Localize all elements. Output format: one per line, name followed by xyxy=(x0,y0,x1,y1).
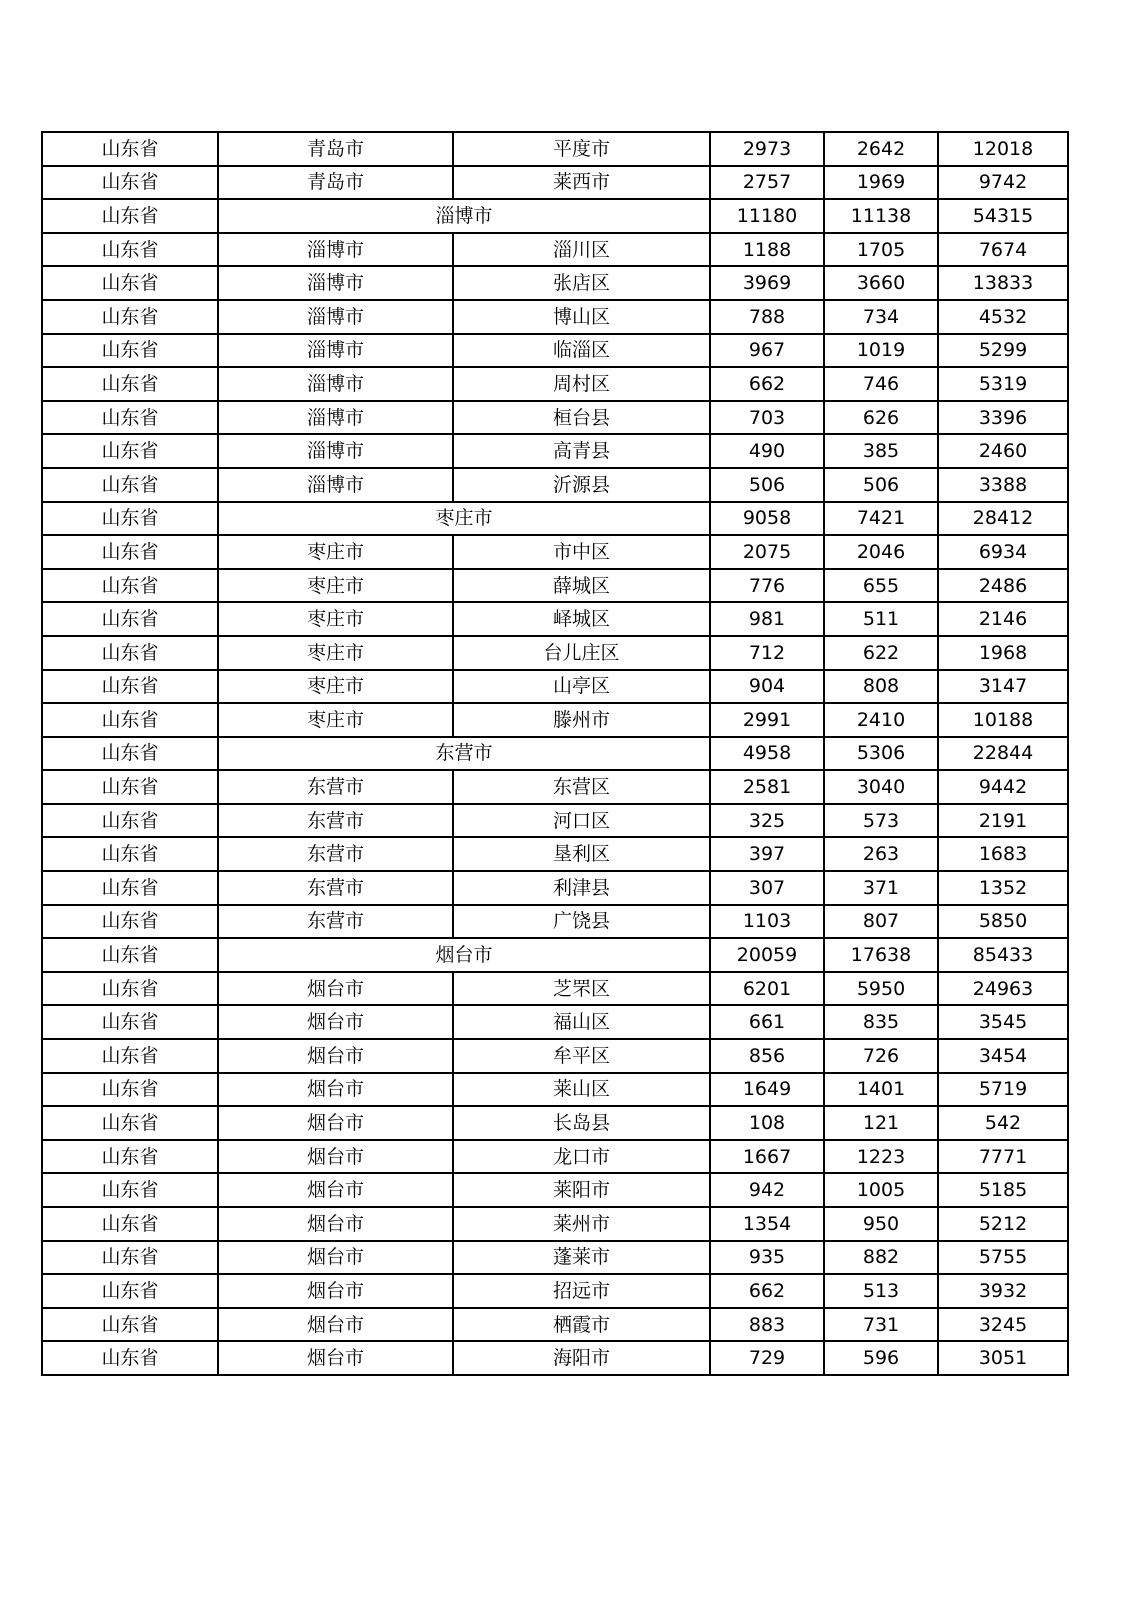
value2-cell: 511 xyxy=(824,602,938,636)
table-row xyxy=(42,1341,1068,1375)
table-row xyxy=(42,166,1068,200)
value3-cell: 5212 xyxy=(938,1207,1068,1241)
province-cell: 山东省 xyxy=(42,166,218,200)
value2-cell: 5950 xyxy=(824,972,938,1006)
value3-cell: 3388 xyxy=(938,468,1068,502)
value2-cell: 573 xyxy=(824,804,938,838)
county-cell: 桓台县 xyxy=(453,401,710,435)
value3-cell: 13833 xyxy=(938,266,1068,300)
county-cell: 垦利区 xyxy=(453,837,710,871)
value2-cell: 2410 xyxy=(824,703,938,737)
city-cell: 青岛市 xyxy=(218,166,453,200)
table-row xyxy=(42,770,1068,804)
province-cell: 山东省 xyxy=(42,804,218,838)
value2-cell: 1005 xyxy=(824,1173,938,1207)
value2-cell: 506 xyxy=(824,468,938,502)
value3-cell: 4532 xyxy=(938,300,1068,334)
value3-cell: 5299 xyxy=(938,334,1068,368)
province-cell: 山东省 xyxy=(42,871,218,905)
value3-cell: 10188 xyxy=(938,703,1068,737)
value2-cell: 1019 xyxy=(824,334,938,368)
value3-cell: 7674 xyxy=(938,233,1068,267)
province-cell: 山东省 xyxy=(42,233,218,267)
city-cell: 东营市 xyxy=(218,905,453,939)
city-cell: 烟台市 xyxy=(218,1173,453,1207)
city-cell: 枣庄市 xyxy=(218,502,710,536)
city-cell: 枣庄市 xyxy=(218,602,453,636)
county-cell: 牟平区 xyxy=(453,1039,710,1073)
value2-cell: 746 xyxy=(824,367,938,401)
value3-cell: 9442 xyxy=(938,770,1068,804)
province-cell: 山东省 xyxy=(42,1241,218,1275)
province-cell: 山东省 xyxy=(42,1173,218,1207)
table-row xyxy=(42,1274,1068,1308)
value2-cell: 731 xyxy=(824,1308,938,1342)
county-cell: 利津县 xyxy=(453,871,710,905)
county-cell: 海阳市 xyxy=(453,1341,710,1375)
city-cell: 烟台市 xyxy=(218,1341,453,1375)
value1-cell: 729 xyxy=(710,1341,824,1375)
county-cell: 临淄区 xyxy=(453,334,710,368)
county-cell: 台儿庄区 xyxy=(453,636,710,670)
county-cell: 莱州市 xyxy=(453,1207,710,1241)
table-row xyxy=(42,1106,1068,1140)
value3-cell: 1968 xyxy=(938,636,1068,670)
county-cell: 河口区 xyxy=(453,804,710,838)
value1-cell: 712 xyxy=(710,636,824,670)
value3-cell: 6934 xyxy=(938,535,1068,569)
table-row xyxy=(42,871,1068,905)
city-summary-row xyxy=(42,938,1068,972)
county-cell: 市中区 xyxy=(453,535,710,569)
value3-cell: 3396 xyxy=(938,401,1068,435)
city-cell: 淄博市 xyxy=(218,367,453,401)
table-row xyxy=(42,1039,1068,1073)
city-cell: 东营市 xyxy=(218,737,710,771)
province-cell: 山东省 xyxy=(42,434,218,468)
value1-cell: 2973 xyxy=(710,132,824,166)
value3-cell: 1352 xyxy=(938,871,1068,905)
value1-cell: 325 xyxy=(710,804,824,838)
province-cell: 山东省 xyxy=(42,602,218,636)
value1-cell: 397 xyxy=(710,837,824,871)
table-row xyxy=(42,636,1068,670)
province-cell: 山东省 xyxy=(42,266,218,300)
city-summary-row xyxy=(42,502,1068,536)
value2-cell: 726 xyxy=(824,1039,938,1073)
value3-cell: 22844 xyxy=(938,737,1068,771)
county-cell: 博山区 xyxy=(453,300,710,334)
value2-cell: 11138 xyxy=(824,199,938,233)
city-cell: 烟台市 xyxy=(218,1073,453,1107)
table-row xyxy=(42,535,1068,569)
value3-cell: 5755 xyxy=(938,1241,1068,1275)
city-cell: 东营市 xyxy=(218,804,453,838)
city-cell: 烟台市 xyxy=(218,1140,453,1174)
province-cell: 山东省 xyxy=(42,1039,218,1073)
table-row xyxy=(42,468,1068,502)
province-cell: 山东省 xyxy=(42,401,218,435)
province-cell: 山东省 xyxy=(42,334,218,368)
county-cell: 高青县 xyxy=(453,434,710,468)
county-cell: 莱西市 xyxy=(453,166,710,200)
value2-cell: 655 xyxy=(824,569,938,603)
table-row xyxy=(42,1073,1068,1107)
value1-cell: 662 xyxy=(710,1274,824,1308)
city-cell: 烟台市 xyxy=(218,1039,453,1073)
value1-cell: 1667 xyxy=(710,1140,824,1174)
value3-cell: 3245 xyxy=(938,1308,1068,1342)
province-cell: 山东省 xyxy=(42,502,218,536)
province-cell: 山东省 xyxy=(42,1274,218,1308)
value3-cell: 2460 xyxy=(938,434,1068,468)
table-row xyxy=(42,1140,1068,1174)
value2-cell: 2046 xyxy=(824,535,938,569)
value1-cell: 1354 xyxy=(710,1207,824,1241)
value1-cell: 2757 xyxy=(710,166,824,200)
value2-cell: 808 xyxy=(824,670,938,704)
city-cell: 烟台市 xyxy=(218,1274,453,1308)
county-cell: 薛城区 xyxy=(453,569,710,603)
value2-cell: 1223 xyxy=(824,1140,938,1174)
province-cell: 山东省 xyxy=(42,670,218,704)
value1-cell: 981 xyxy=(710,602,824,636)
county-cell: 广饶县 xyxy=(453,905,710,939)
value3-cell: 7771 xyxy=(938,1140,1068,1174)
city-cell: 烟台市 xyxy=(218,1005,453,1039)
value2-cell: 596 xyxy=(824,1341,938,1375)
value3-cell: 54315 xyxy=(938,199,1068,233)
value3-cell: 5319 xyxy=(938,367,1068,401)
value2-cell: 7421 xyxy=(824,502,938,536)
value3-cell: 5850 xyxy=(938,905,1068,939)
value2-cell: 371 xyxy=(824,871,938,905)
province-cell: 山东省 xyxy=(42,367,218,401)
county-cell: 沂源县 xyxy=(453,468,710,502)
value3-cell: 12018 xyxy=(938,132,1068,166)
value2-cell: 513 xyxy=(824,1274,938,1308)
county-cell: 平度市 xyxy=(453,132,710,166)
value1-cell: 2991 xyxy=(710,703,824,737)
value2-cell: 5306 xyxy=(824,737,938,771)
value1-cell: 108 xyxy=(710,1106,824,1140)
county-cell: 峄城区 xyxy=(453,602,710,636)
city-cell: 烟台市 xyxy=(218,1207,453,1241)
value1-cell: 9058 xyxy=(710,502,824,536)
county-cell: 东营区 xyxy=(453,770,710,804)
city-cell: 淄博市 xyxy=(218,334,453,368)
value1-cell: 2075 xyxy=(710,535,824,569)
county-cell: 莱山区 xyxy=(453,1073,710,1107)
value1-cell: 788 xyxy=(710,300,824,334)
city-cell: 东营市 xyxy=(218,770,453,804)
value3-cell: 542 xyxy=(938,1106,1068,1140)
county-cell: 龙口市 xyxy=(453,1140,710,1174)
value3-cell: 3147 xyxy=(938,670,1068,704)
value2-cell: 622 xyxy=(824,636,938,670)
value2-cell: 385 xyxy=(824,434,938,468)
value1-cell: 661 xyxy=(710,1005,824,1039)
county-cell: 长岛县 xyxy=(453,1106,710,1140)
value3-cell: 1683 xyxy=(938,837,1068,871)
value3-cell: 5719 xyxy=(938,1073,1068,1107)
table-row xyxy=(42,334,1068,368)
city-cell: 烟台市 xyxy=(218,1241,453,1275)
data-table xyxy=(41,131,1069,1376)
value3-cell: 3051 xyxy=(938,1341,1068,1375)
value3-cell: 2486 xyxy=(938,569,1068,603)
value2-cell: 734 xyxy=(824,300,938,334)
table-row xyxy=(42,837,1068,871)
value1-cell: 6201 xyxy=(710,972,824,1006)
value1-cell: 904 xyxy=(710,670,824,704)
value3-cell: 9742 xyxy=(938,166,1068,200)
city-cell: 青岛市 xyxy=(218,132,453,166)
value1-cell: 776 xyxy=(710,569,824,603)
province-cell: 山东省 xyxy=(42,737,218,771)
table-row xyxy=(42,367,1068,401)
province-cell: 山东省 xyxy=(42,199,218,233)
value1-cell: 942 xyxy=(710,1173,824,1207)
city-cell: 枣庄市 xyxy=(218,703,453,737)
table-row xyxy=(42,972,1068,1006)
value3-cell: 5185 xyxy=(938,1173,1068,1207)
county-cell: 招远市 xyxy=(453,1274,710,1308)
value1-cell: 307 xyxy=(710,871,824,905)
province-cell: 山东省 xyxy=(42,905,218,939)
province-cell: 山东省 xyxy=(42,1308,218,1342)
province-cell: 山东省 xyxy=(42,300,218,334)
province-cell: 山东省 xyxy=(42,1005,218,1039)
value2-cell: 3040 xyxy=(824,770,938,804)
value1-cell: 11180 xyxy=(710,199,824,233)
value2-cell: 1969 xyxy=(824,166,938,200)
city-cell: 淄博市 xyxy=(218,300,453,334)
table-row xyxy=(42,401,1068,435)
table-row xyxy=(42,905,1068,939)
county-cell: 周村区 xyxy=(453,367,710,401)
value1-cell: 1103 xyxy=(710,905,824,939)
province-cell: 山东省 xyxy=(42,770,218,804)
value2-cell: 2642 xyxy=(824,132,938,166)
province-cell: 山东省 xyxy=(42,972,218,1006)
value1-cell: 883 xyxy=(710,1308,824,1342)
city-cell: 淄博市 xyxy=(218,401,453,435)
table-row xyxy=(42,300,1068,334)
table-row xyxy=(42,233,1068,267)
table-row xyxy=(42,703,1068,737)
city-summary-row xyxy=(42,737,1068,771)
city-cell: 淄博市 xyxy=(218,233,453,267)
city-cell: 烟台市 xyxy=(218,1106,453,1140)
value2-cell: 835 xyxy=(824,1005,938,1039)
value1-cell: 856 xyxy=(710,1039,824,1073)
value3-cell: 28412 xyxy=(938,502,1068,536)
value1-cell: 2581 xyxy=(710,770,824,804)
table-row xyxy=(42,132,1068,166)
value2-cell: 121 xyxy=(824,1106,938,1140)
county-cell: 蓬莱市 xyxy=(453,1241,710,1275)
city-summary-row xyxy=(42,199,1068,233)
value1-cell: 490 xyxy=(710,434,824,468)
table-row xyxy=(42,602,1068,636)
province-cell: 山东省 xyxy=(42,1106,218,1140)
value3-cell: 2146 xyxy=(938,602,1068,636)
province-cell: 山东省 xyxy=(42,837,218,871)
table-row xyxy=(42,434,1068,468)
county-cell: 张店区 xyxy=(453,266,710,300)
county-cell: 莱阳市 xyxy=(453,1173,710,1207)
value3-cell: 85433 xyxy=(938,938,1068,972)
value3-cell: 3932 xyxy=(938,1274,1068,1308)
table-row xyxy=(42,1207,1068,1241)
province-cell: 山东省 xyxy=(42,1207,218,1241)
value3-cell: 3454 xyxy=(938,1039,1068,1073)
value1-cell: 20059 xyxy=(710,938,824,972)
value2-cell: 3660 xyxy=(824,266,938,300)
value1-cell: 4958 xyxy=(710,737,824,771)
province-cell: 山东省 xyxy=(42,703,218,737)
province-cell: 山东省 xyxy=(42,569,218,603)
value3-cell: 2191 xyxy=(938,804,1068,838)
city-cell: 淄博市 xyxy=(218,468,453,502)
city-cell: 烟台市 xyxy=(218,972,453,1006)
table-body xyxy=(42,132,1068,1375)
table-row xyxy=(42,1173,1068,1207)
table-row xyxy=(42,1308,1068,1342)
table-row xyxy=(42,1005,1068,1039)
city-cell: 枣庄市 xyxy=(218,535,453,569)
value1-cell: 3969 xyxy=(710,266,824,300)
county-cell: 芝罘区 xyxy=(453,972,710,1006)
city-cell: 枣庄市 xyxy=(218,670,453,704)
value2-cell: 17638 xyxy=(824,938,938,972)
table-row xyxy=(42,804,1068,838)
value2-cell: 807 xyxy=(824,905,938,939)
value1-cell: 1188 xyxy=(710,233,824,267)
city-cell: 东营市 xyxy=(218,871,453,905)
province-cell: 山东省 xyxy=(42,468,218,502)
province-cell: 山东省 xyxy=(42,1073,218,1107)
value2-cell: 882 xyxy=(824,1241,938,1275)
province-cell: 山东省 xyxy=(42,938,218,972)
city-cell: 枣庄市 xyxy=(218,636,453,670)
province-cell: 山东省 xyxy=(42,1140,218,1174)
value1-cell: 506 xyxy=(710,468,824,502)
city-cell: 烟台市 xyxy=(218,938,710,972)
province-cell: 山东省 xyxy=(42,132,218,166)
city-cell: 烟台市 xyxy=(218,1308,453,1342)
value2-cell: 950 xyxy=(824,1207,938,1241)
province-cell: 山东省 xyxy=(42,535,218,569)
province-cell: 山东省 xyxy=(42,636,218,670)
table-row xyxy=(42,569,1068,603)
county-cell: 淄川区 xyxy=(453,233,710,267)
value2-cell: 1705 xyxy=(824,233,938,267)
city-cell: 枣庄市 xyxy=(218,569,453,603)
table-row xyxy=(42,1241,1068,1275)
value1-cell: 935 xyxy=(710,1241,824,1275)
province-cell: 山东省 xyxy=(42,1341,218,1375)
value2-cell: 263 xyxy=(824,837,938,871)
city-cell: 东营市 xyxy=(218,837,453,871)
county-cell: 山亭区 xyxy=(453,670,710,704)
city-cell: 淄博市 xyxy=(218,199,710,233)
value1-cell: 703 xyxy=(710,401,824,435)
county-cell: 栖霞市 xyxy=(453,1308,710,1342)
value2-cell: 1401 xyxy=(824,1073,938,1107)
city-cell: 淄博市 xyxy=(218,434,453,468)
value1-cell: 967 xyxy=(710,334,824,368)
value3-cell: 3545 xyxy=(938,1005,1068,1039)
city-cell: 淄博市 xyxy=(218,266,453,300)
county-cell: 滕州市 xyxy=(453,703,710,737)
table-row xyxy=(42,670,1068,704)
value1-cell: 662 xyxy=(710,367,824,401)
value1-cell: 1649 xyxy=(710,1073,824,1107)
value2-cell: 626 xyxy=(824,401,938,435)
table-row xyxy=(42,266,1068,300)
value3-cell: 24963 xyxy=(938,972,1068,1006)
county-cell: 福山区 xyxy=(453,1005,710,1039)
